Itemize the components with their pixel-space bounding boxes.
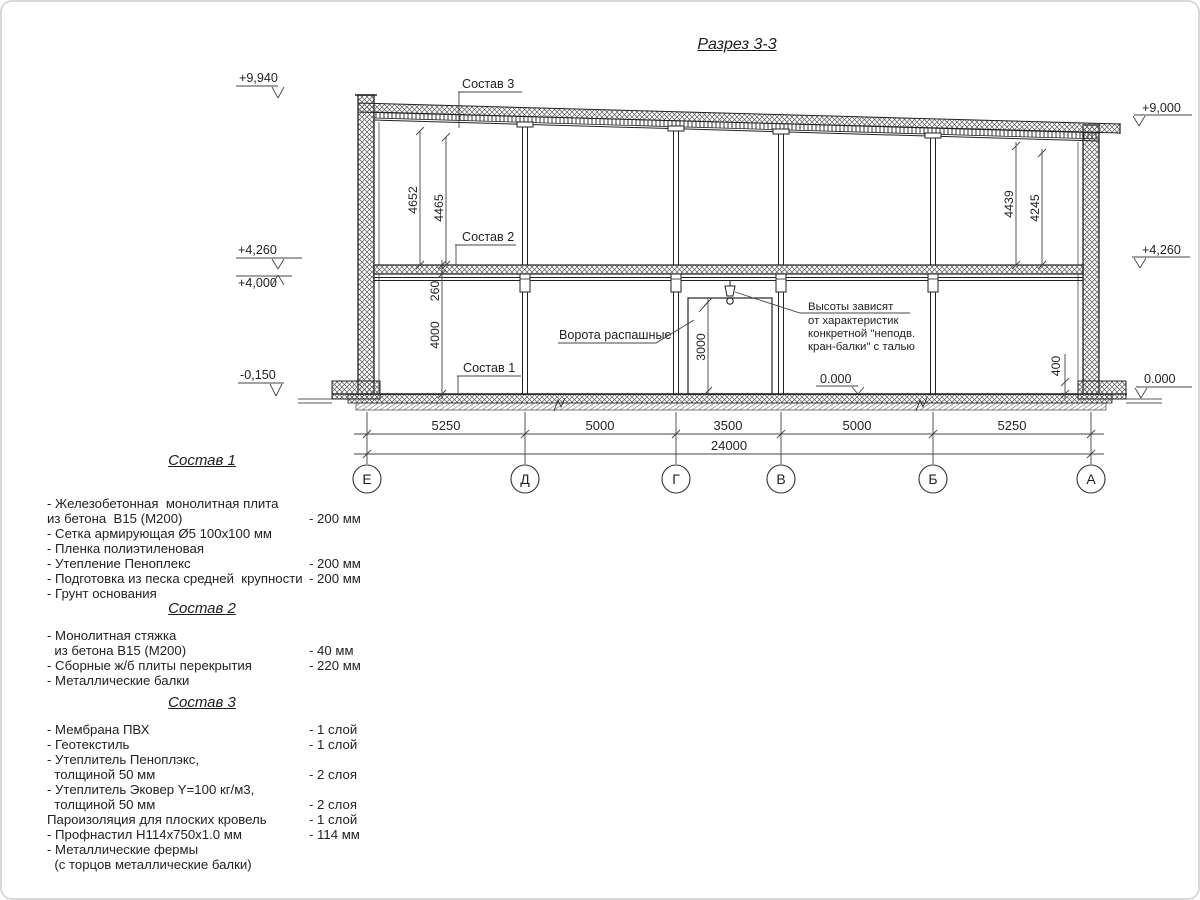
legend-item: - Утеплитель Пеноплэкс,	[47, 752, 200, 767]
dim-4465: 4465	[432, 194, 446, 222]
svg-text:+4,260: +4,260	[1142, 243, 1181, 257]
elev-left-mid-lower	[236, 275, 292, 290]
svg-text:+4,260: +4,260	[238, 243, 277, 257]
svg-text:0.000: 0.000	[1144, 372, 1176, 386]
svg-text:кран-балки" с талью: кран-балки" с талью	[808, 341, 915, 353]
svg-text:+9,000: +9,000	[1142, 101, 1181, 115]
legend-item: - Грунт основания	[47, 586, 157, 601]
legend-item: - Сетка армирующая Ø5 100х100 мм	[47, 526, 272, 541]
legend-section-1	[47, 452, 417, 601]
floor-slab	[374, 265, 1083, 281]
elev-right-top	[1133, 101, 1192, 126]
legend-item: - Подготовка из песка средней крупности - 200 мм	[47, 571, 361, 586]
axis-A: А	[1086, 471, 1096, 487]
axis-V: В	[776, 471, 786, 487]
legend-item: - Монолитная стяжка	[47, 628, 177, 643]
legend-item: - Профнастил Н114х750х1.0 мм - 114 мм	[47, 827, 360, 842]
dim-4439: 4439	[1002, 190, 1016, 218]
legend-item: толщиной 50 мм - 2 слоя	[47, 797, 357, 812]
legend-item: из бетона В15 (М200) - 200 мм	[47, 511, 361, 526]
page-title: Разрез 3-3	[697, 36, 777, 53]
legend-section-3	[47, 694, 417, 872]
legend-item: из бетона В15 (М200) - 40 мм	[47, 643, 354, 658]
legend-item: - Сборные ж/б плиты перекрытия - 220 мм	[47, 658, 361, 673]
svg-text:Состав 2: Состав 2	[462, 230, 515, 244]
dim-3000: 3000	[694, 333, 708, 361]
legend-3-title: Состав 3	[168, 694, 236, 711]
callout-sostav1	[457, 361, 521, 394]
span-total: 24000	[710, 438, 748, 453]
building-structure	[298, 95, 1162, 411]
legend-item: - Металлические фермы	[47, 842, 199, 857]
span-5: 5250	[997, 418, 1027, 433]
svg-text:от характеристик: от характеристик	[808, 315, 899, 327]
legend-item: - Мембрана ПВХ - 1 слой	[47, 722, 358, 737]
elev-right-mid	[1132, 243, 1190, 268]
dim-4245: 4245	[1028, 194, 1042, 222]
legend-item: (с торцов металлические балки)	[47, 857, 252, 872]
svg-text:конкретной "неподв.: конкретной "неподв.	[808, 328, 916, 340]
axis-D: Д	[520, 471, 530, 487]
roof-slab	[358, 103, 1120, 141]
dim-260: 260	[428, 280, 442, 302]
svg-text:Ворота распашные: Ворота распашные	[559, 328, 672, 342]
legend-item: - Утеплитель Эковер Y=100 кг/м3,	[47, 782, 255, 797]
axis-bubbles	[353, 465, 1105, 493]
dim-4652: 4652	[406, 186, 420, 214]
legend-item: - Пленка полиэтиленовая	[47, 541, 204, 556]
axis-B: Б	[928, 471, 938, 487]
legend-item: - Железобетонная монолитная плита	[47, 496, 279, 511]
elev-left-bottom	[238, 368, 284, 396]
svg-text:Состав 1: Состав 1	[463, 361, 516, 375]
dim-400: 400	[1049, 355, 1063, 377]
legend-2-title: Состав 2	[168, 600, 236, 617]
legend-item: - Утепление Пеноплекс - 200 мм	[47, 556, 361, 571]
legend-item: - Геотекстиль - 1 слой	[47, 737, 358, 752]
svg-text:Состав 3: Состав 3	[462, 77, 515, 91]
left-wall	[358, 95, 374, 394]
bottom-dimensions	[354, 412, 1104, 464]
right-wall	[1083, 125, 1099, 394]
upper-columns	[517, 122, 941, 265]
span-4: 5000	[842, 418, 872, 433]
svg-text:+4,000: +4,000	[238, 276, 277, 290]
svg-text:+9,940: +9,940	[239, 71, 278, 85]
legend-1-title: Состав 1	[168, 452, 236, 469]
legend-item: толщиной 50 мм - 2 слоя	[47, 767, 357, 782]
elev-left-mid-upper	[236, 243, 302, 269]
span-1: 5250	[431, 418, 461, 433]
axis-E: Е	[362, 471, 372, 487]
elev-left-top	[236, 71, 284, 98]
span-3: 3500	[713, 418, 743, 433]
svg-text:-0,150: -0,150	[240, 368, 276, 382]
span-2: 5000	[585, 418, 615, 433]
legend-section-2	[47, 600, 417, 688]
axis-G: Г	[672, 471, 680, 487]
dim-4000: 4000	[428, 321, 442, 349]
legend-item: Пароизоляция для плоских кровель - 1 слой	[47, 812, 358, 827]
elev-right-bottom	[1135, 372, 1192, 398]
svg-text:0.000: 0.000	[820, 372, 852, 386]
legend-item: - Металлические балки	[47, 673, 190, 688]
elev-floor-inner	[816, 372, 864, 394]
svg-text:Высоты зависят: Высоты зависят	[808, 301, 894, 313]
callout-sostav2	[455, 230, 516, 265]
